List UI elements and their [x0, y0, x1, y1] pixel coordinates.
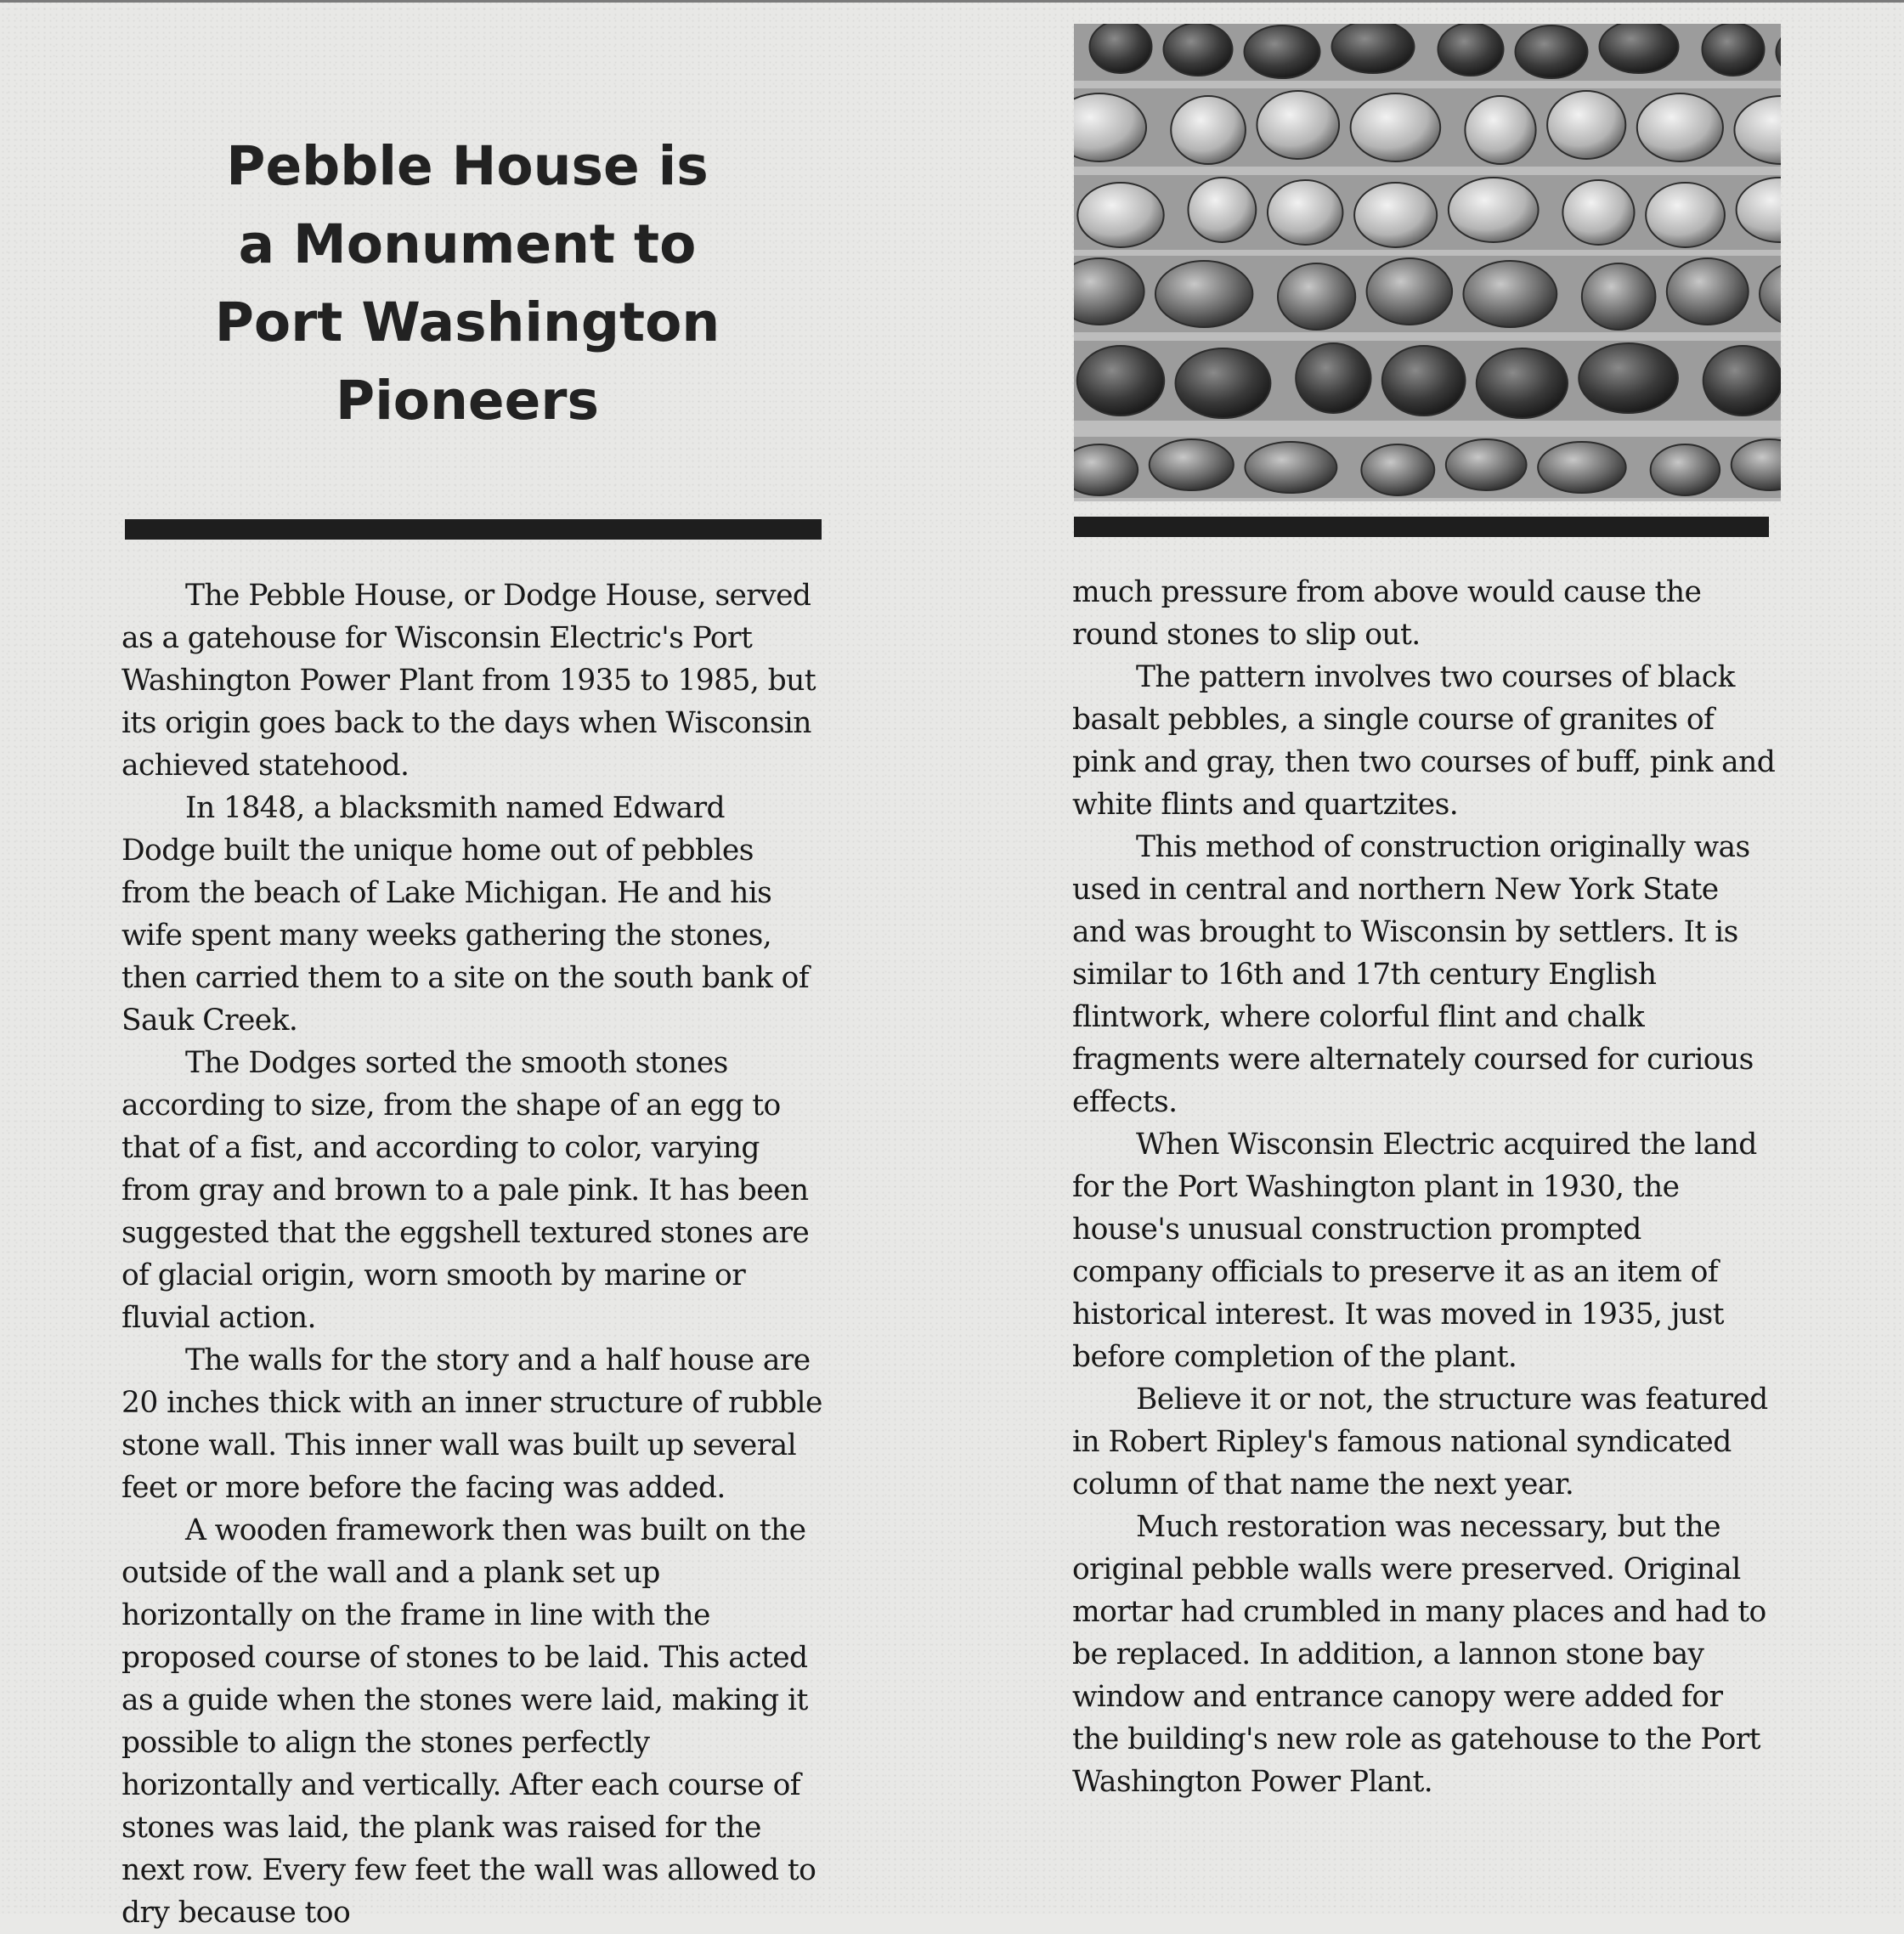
- paragraph: The walls for the story and a half house are 20 inches thick with an inner structure of rubble stone wall. This inner wall was built up several feet or more before the facing was added.: [121, 1343, 822, 1505]
- pebble: [1155, 261, 1252, 327]
- pebble: [1582, 263, 1656, 330]
- right-divider-bar: [1074, 517, 1769, 537]
- pebble: [1703, 24, 1765, 76]
- top-border: [0, 0, 1904, 3]
- pebble: [1562, 180, 1634, 245]
- paragraph: A wooden framework then was built on the outside of the wall and a plank set up horizontally on the frame in line with the proposed course of stones to be laid. This acted as a guide when the stones were laid, making it possible to align the stones perfectly horizontally and vertically. After each course of stones was laid, the plank was raised for the next row. Every few feet the wall was allowed to dry because too: [121, 1513, 816, 1930]
- pebble: [1477, 348, 1568, 418]
- pebble: [1646, 183, 1725, 247]
- pebble: [1446, 439, 1527, 490]
- left-text-column: [121, 574, 827, 1934]
- paragraph: In 1848, a blacksmith named Edward Dodge built the unique home out of pebbles from the beach of Lake Michigan. He and his wife spent many weeks gathering the stones, then carried them to a site on the south bank of Sauk Creek.: [121, 791, 810, 1038]
- pebble: [1278, 263, 1355, 330]
- paragraph: The pattern involves two courses of black basalt pebbles, a single course of granites of pink and gray, then two courses of buff, pink and white flints and quartzites.: [1072, 660, 1776, 822]
- pebble: [1332, 24, 1415, 73]
- paragraph: Much restoration was necessary, but the original pebble walls were preserved. Original mortar had crumbled in many places and had to be replaced. In addition, a lannon stone bay window and entrance canopy were added for the building's new role as gatehouse to the Port Washington Power Plant.: [1072, 1510, 1766, 1799]
- right-text-column: [1072, 571, 1777, 1803]
- title-line-2: a Monument to: [238, 213, 697, 275]
- pebble: [1367, 258, 1453, 325]
- pebble: [1077, 183, 1163, 247]
- title-line-3: Port Washington: [214, 291, 720, 353]
- pebble: [1074, 444, 1138, 495]
- paragraph: When Wisconsin Electric acquired the land for the Port Washington plant in 1930, the house's unusual construction prompted company officials to preserve it as an item of historical interest. It was moved in 1935, just before completion of the plant.: [1072, 1128, 1757, 1374]
- paragraph: Believe it or not, the structure was featured in Robert Ripley's famous national syndicated column of that name the next year.: [1072, 1383, 1768, 1501]
- pebble: [1245, 442, 1336, 493]
- pebble: [1296, 343, 1370, 413]
- pebble: [1547, 91, 1625, 159]
- pebble: [1077, 346, 1164, 416]
- pebble: [1351, 93, 1441, 161]
- pebble: [1382, 346, 1466, 416]
- pebble: [1189, 178, 1257, 242]
- pebble: [1516, 25, 1588, 78]
- pebble: [1164, 24, 1233, 76]
- pebble: [1257, 91, 1339, 159]
- paragraph: The Dodges sorted the smooth stones according to size, from the shape of an egg to that of a fist, and according to color, varying from gray and brown to a pale pink. It has been suggested that the eggshell textured stones are of glacial origin, worn smooth by marine or fluvial action.: [121, 1046, 810, 1335]
- paragraph: This method of construction originally was used in central and northern New York State and was brought to Wisconsin by settlers. It is similar to 16th and 17th century English flintwork, where colorful flint and chalk fragments were alternately coursed for curious effects.: [1072, 830, 1754, 1119]
- page-title: [153, 127, 782, 440]
- pebble: [1354, 183, 1437, 247]
- pebble: [1171, 96, 1246, 164]
- pebble: [1176, 348, 1271, 418]
- pebble: [1361, 444, 1434, 495]
- pebble: [1245, 25, 1320, 78]
- pebble: [1600, 24, 1679, 73]
- pebble: [1438, 24, 1504, 76]
- pebble: [1150, 439, 1234, 490]
- pebble: [1579, 343, 1678, 413]
- pebble: [1703, 346, 1781, 416]
- pebble: [1538, 442, 1626, 493]
- pebble: [1268, 180, 1342, 245]
- paragraph-continuation: much pressure from above would cause the round stones to slip out.: [1072, 575, 1702, 652]
- pebble: [1090, 24, 1152, 73]
- pebble: [1667, 258, 1749, 325]
- pebble: [1449, 178, 1539, 242]
- paragraph: The Pebble House, or Dodge House, served as a gatehouse for Wisconsin Electric's Port Washington Power Plant from 1935 to 1985, but its origin goes back to the days when Wisconsin achieved statehood.: [121, 579, 816, 783]
- title-line-4: Pioneers: [336, 370, 599, 432]
- pebble: [1463, 261, 1557, 327]
- pebble: [1465, 96, 1535, 164]
- pebble-wall-image: [1074, 24, 1781, 501]
- pebble: [1637, 93, 1723, 161]
- pebble-wall-photo: [1074, 24, 1781, 501]
- pebble: [1651, 444, 1720, 495]
- title-line-1: Pebble House is: [226, 135, 709, 197]
- left-divider-bar: [125, 519, 822, 540]
